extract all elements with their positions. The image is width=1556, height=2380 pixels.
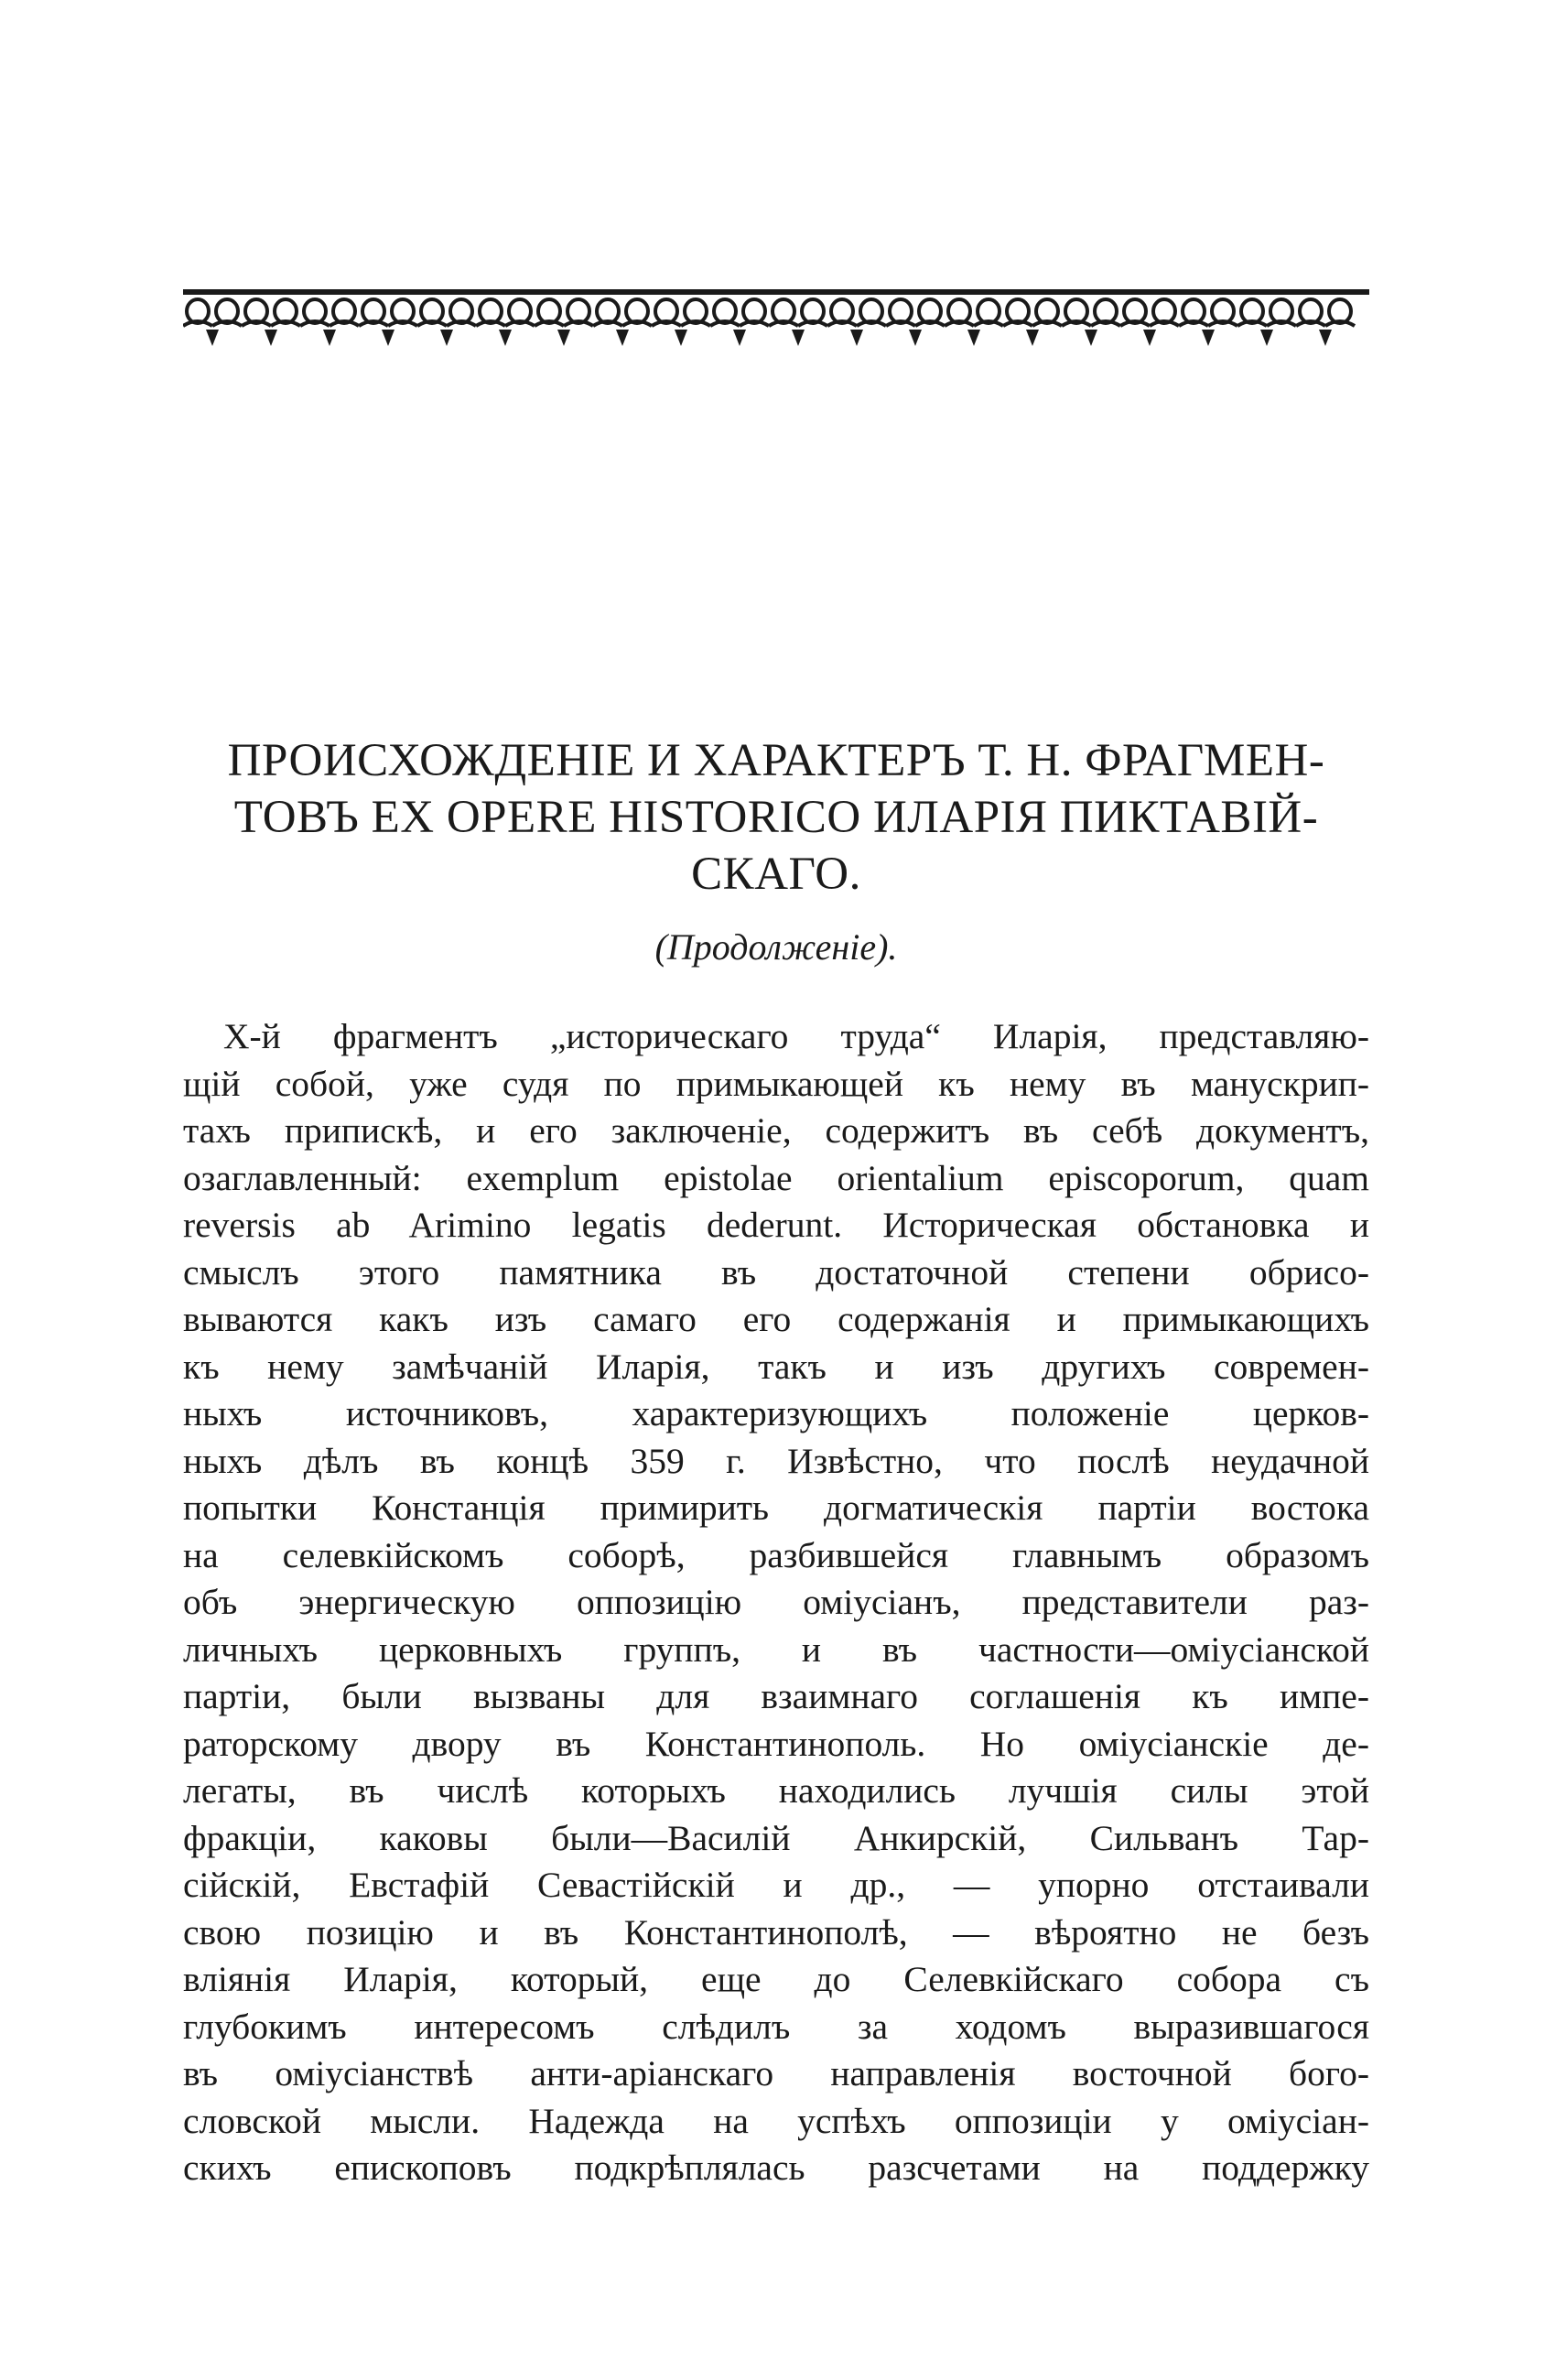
title-line-2: ТОВЪ EX OPERE HISTORICO ИЛАРІЯ ПИКТАВІЙ-: [233, 792, 1319, 843]
continuation-note: (Продолженіе).: [654, 926, 898, 968]
header-ornament: [183, 289, 1369, 350]
body-line-9: ныхъ источниковъ, характеризующихъ положеніе церков-: [183, 1393, 1369, 1433]
article-title: [183, 732, 1369, 903]
body-line-21: вліянія Иларія, который, еще до Селевкійскаго собора съ: [183, 1959, 1369, 1999]
title-line-3: СКАГО.: [691, 849, 861, 900]
body-line-3: тахъ припискѣ, и его заключеніе, содержитъ въ себѣ документъ,: [183, 1110, 1369, 1151]
body-line-17: легаты, въ числѣ которыхъ находились лучшія силы этой: [183, 1770, 1369, 1811]
body-line-13: объ энергическую оппозицію оміусіанъ, представители раз-: [183, 1582, 1369, 1622]
body-line-25: скихъ епископовъ подкрѣплялась разсчетами на поддержку: [183, 2147, 1369, 2188]
body-line-10: ныхъ дѣлъ въ концѣ 359 г. Извѣстно, что послѣ неудачной: [183, 1440, 1369, 1481]
body-paragraph: [183, 1013, 1369, 2192]
body-line-22: глубокимъ интересомъ слѣдилъ за ходомъ выразившагося: [183, 2006, 1369, 2047]
body-line-19: сійскій, Евстафій Севастійскій и др., — упорно отстаивали: [183, 1865, 1369, 1905]
body-line-23: въ оміусіанствѣ анти-аріанскаго направленія восточной бого-: [183, 2053, 1369, 2093]
body-line-2: щій собой, уже судя по примыкающей къ нему въ манускрип-: [183, 1063, 1369, 1104]
body-line-12: на селевкійскомъ соборѣ, разбившейся главнымъ образомъ: [183, 1534, 1369, 1575]
title-line-1: ПРОИСХОЖДЕНІЕ И ХАРАКТЕРЪ Т. Н. ФРАГМЕН-: [227, 735, 1325, 786]
body-line-18: фракціи, каковы были—Василій Анкирскій, Сильванъ Тар-: [183, 1817, 1369, 1858]
body-line-11: попытки Констанція примирить догматическія партіи востока: [183, 1488, 1369, 1528]
body-line-5: reversis ab Arimino legatis dederunt. Историческая обстановка и: [183, 1205, 1369, 1245]
body-line-7: вываются какъ изъ самаго его содержанія и примыкающихъ: [183, 1299, 1369, 1339]
body-line-6: смыслъ этого памятника въ достаточной степени обрисо-: [183, 1251, 1369, 1293]
body-line-16: раторскому двору въ Константинополь. Но оміусіанскіе де-: [183, 1723, 1369, 1764]
body-line-4: озаглавленный: exemplum epistolae orientalium episcoporum, quam: [183, 1157, 1369, 1198]
body-line-15: партіи, были вызваны для взаимнаго соглашенія къ импе-: [183, 1676, 1369, 1716]
body-line-14: личныхъ церковныхъ группъ, и въ частности—оміусіанской: [183, 1628, 1369, 1670]
body-line-1: X-й фрагментъ „историческаго труда“ Иларія, представляю-: [223, 1016, 1369, 1056]
ornament-band: [183, 289, 1369, 350]
body-line-8: къ нему замѣчаній Иларія, такъ и изъ другихъ современ-: [183, 1346, 1369, 1387]
body-line-24: словской мысли. Надежда на успѣхъ оппозиціи у оміусіан-: [183, 2100, 1369, 2141]
body-line-20: свою позицію и въ Константинополѣ, — вѣроятно не безъ: [183, 1911, 1369, 1953]
